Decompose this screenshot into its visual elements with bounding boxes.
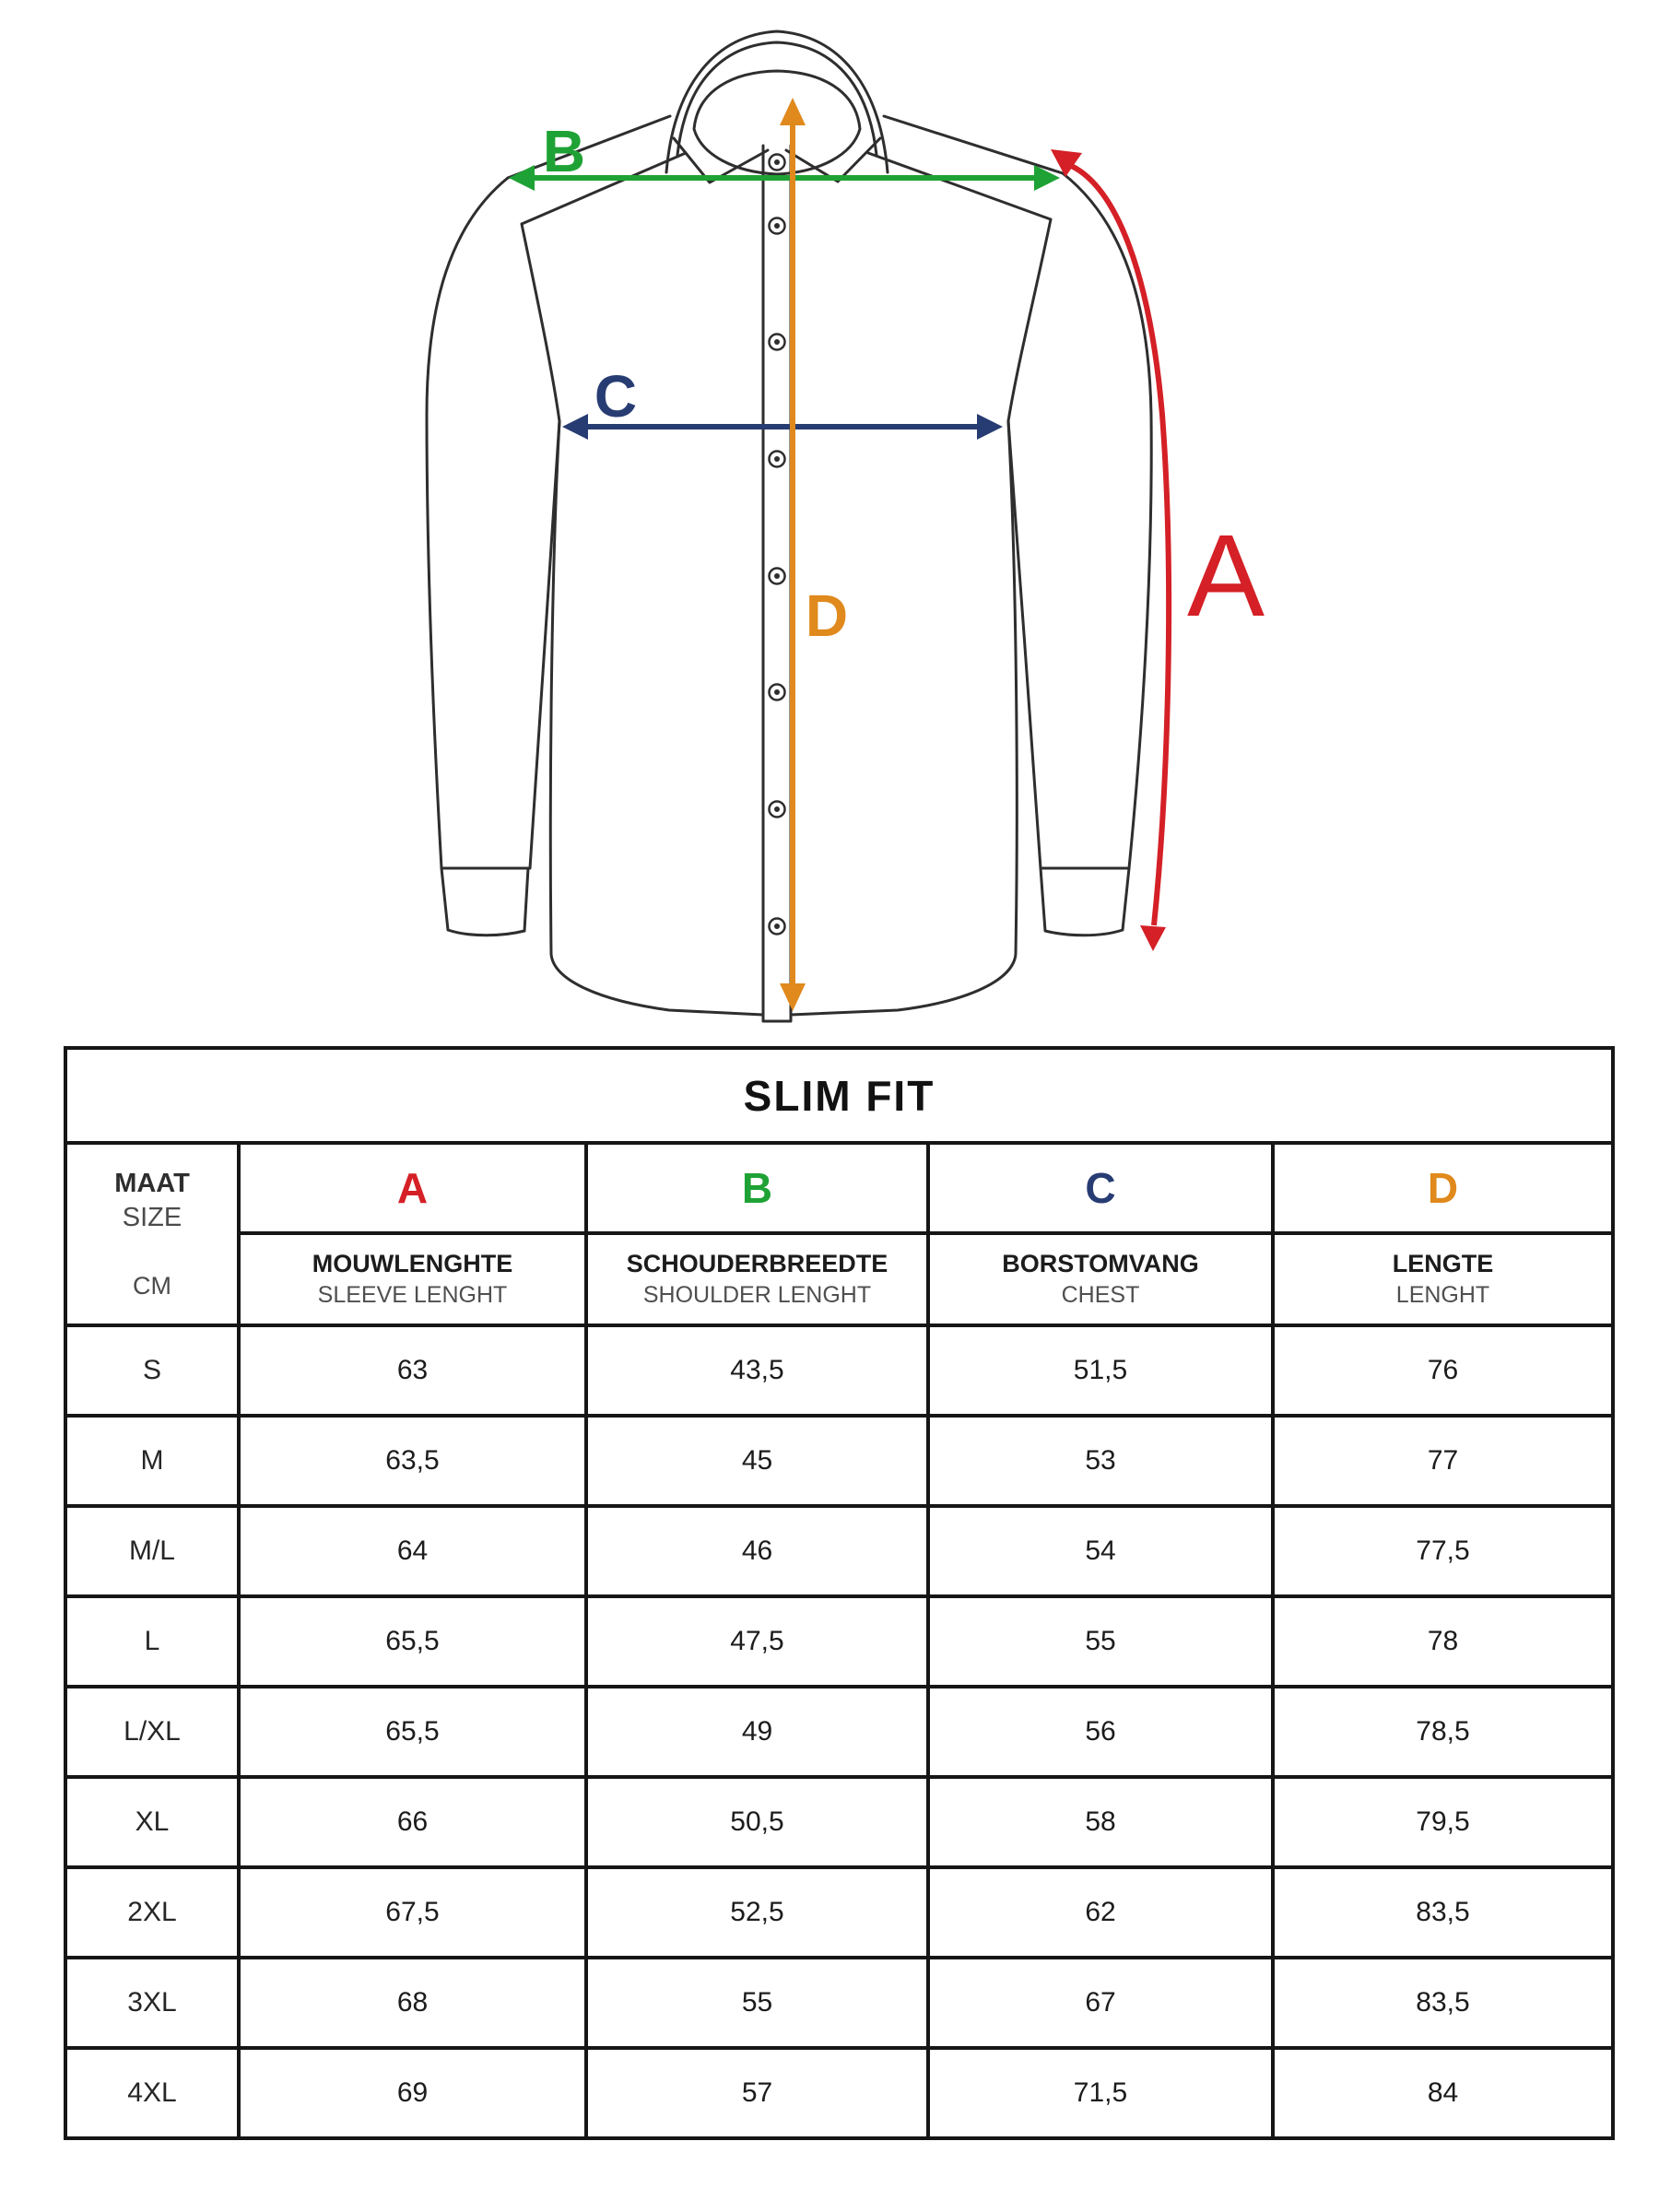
size-header-en: SIZE — [122, 1202, 182, 1232]
value-cell: 57 — [586, 2048, 928, 2138]
table-row — [65, 1416, 1613, 1506]
column-letter-C: C — [928, 1143, 1273, 1233]
measure-letter-D: D — [805, 582, 849, 649]
value-cell: 54 — [928, 1506, 1273, 1596]
measure-letter-B: B — [542, 118, 586, 184]
value-cell: 47,5 — [586, 1596, 928, 1687]
body-right — [791, 421, 1017, 1015]
body-left — [550, 421, 763, 1015]
size-cell: M/L — [65, 1506, 239, 1596]
sleeve-right-inner — [1008, 421, 1041, 868]
table-title: SLIM FIT — [65, 1048, 1613, 1143]
column-letter-D: D — [1273, 1143, 1613, 1233]
shirt-button — [770, 569, 785, 584]
shirt-button — [770, 452, 785, 467]
arrowhead-bottom-icon — [1140, 925, 1166, 951]
value-cell: 58 — [928, 1777, 1273, 1867]
size-column-header — [65, 1143, 239, 1325]
shoulder-width-arrow-B — [509, 118, 1060, 191]
arrowhead-right-icon — [977, 414, 1003, 440]
size-cell: 2XL — [65, 1867, 239, 1958]
value-cell: 45 — [586, 1416, 928, 1506]
table-row — [65, 1867, 1613, 1958]
cuff-left — [441, 868, 528, 935]
shirt-button — [770, 802, 785, 818]
armhole-left — [522, 224, 559, 421]
value-cell: 83,5 — [1273, 1958, 1613, 2048]
size-cell: M — [65, 1416, 239, 1506]
value-cell: 56 — [928, 1687, 1273, 1777]
size-header-unit: CM — [133, 1271, 171, 1300]
arrowhead-left-icon — [562, 414, 588, 440]
value-cell: 83,5 — [1273, 1867, 1613, 1958]
size-cell: XL — [65, 1777, 239, 1867]
sleeve-left-outer — [427, 178, 508, 868]
size-table-section — [64, 1046, 1615, 2140]
value-cell: 51,5 — [928, 1325, 1273, 1416]
column-label-C: BORSTOMVANG CHEST — [928, 1233, 1273, 1325]
cuff-right — [1041, 868, 1129, 935]
shirt-button — [770, 685, 785, 700]
table-row — [65, 1687, 1613, 1777]
shirt-button — [770, 335, 785, 350]
value-cell: 52,5 — [586, 1867, 928, 1958]
length-arrow-D — [780, 98, 848, 1011]
size-table — [64, 1046, 1615, 2140]
value-cell: 53 — [928, 1416, 1273, 1506]
value-cell: 63,5 — [239, 1416, 586, 1506]
table-row — [65, 1596, 1613, 1687]
size-cell: S — [65, 1325, 239, 1416]
value-cell: 68 — [239, 1958, 586, 2048]
value-cell: 78 — [1273, 1596, 1613, 1687]
shirt-measurement-diagram — [0, 0, 1659, 1046]
arrowhead-left-icon — [509, 165, 535, 191]
table-row — [65, 2048, 1613, 2138]
arrowhead-top-icon — [780, 98, 806, 125]
column-label-D: LENGTE LENGHT — [1273, 1233, 1613, 1325]
value-cell: 78,5 — [1273, 1687, 1613, 1777]
value-cell: 46 — [586, 1506, 928, 1596]
measure-letter-A: A — [1186, 511, 1265, 641]
table-row — [65, 1958, 1613, 2048]
value-cell: 77 — [1273, 1416, 1613, 1506]
shirt-button — [770, 155, 785, 171]
table-row — [65, 1325, 1613, 1416]
column-label-B: SCHOUDERBREEDTE SHOULDER LENGHT — [586, 1233, 928, 1325]
value-cell: 67,5 — [239, 1867, 586, 1958]
size-cell: L — [65, 1596, 239, 1687]
value-cell: 49 — [586, 1687, 928, 1777]
value-cell: 66 — [239, 1777, 586, 1867]
table-row — [65, 1777, 1613, 1867]
arrowhead-bottom-icon — [780, 983, 806, 1011]
size-cell: 3XL — [65, 1958, 239, 2048]
yoke-right — [868, 153, 1051, 219]
value-cell: 63 — [239, 1325, 586, 1416]
size-header-nl: MAAT — [114, 1168, 190, 1198]
value-cell: 50,5 — [586, 1777, 928, 1867]
size-cell: 4XL — [65, 2048, 239, 2138]
value-cell: 65,5 — [239, 1687, 586, 1777]
value-cell: 64 — [239, 1506, 586, 1596]
value-cell: 65,5 — [239, 1596, 586, 1687]
measure-letter-C: C — [594, 363, 638, 429]
column-label-A: MOUWLENGHTE SLEEVE LENGHT — [239, 1233, 586, 1325]
value-cell: 71,5 — [928, 2048, 1273, 2138]
size-cell: L/XL — [65, 1687, 239, 1777]
value-cell: 84 — [1273, 2048, 1613, 2138]
value-cell: 77,5 — [1273, 1506, 1613, 1596]
column-letter-A: A — [239, 1143, 586, 1233]
arrowhead-top-icon — [1051, 149, 1082, 177]
shoulder-right — [884, 116, 1063, 173]
value-cell: 55 — [928, 1596, 1273, 1687]
armhole-right — [1008, 219, 1051, 421]
shirt-button — [770, 218, 785, 234]
table-row — [65, 1506, 1613, 1596]
value-cell: 69 — [239, 2048, 586, 2138]
chest-arrow-C — [562, 363, 1003, 440]
value-cell: 55 — [586, 1958, 928, 2048]
value-cell: 76 — [1273, 1325, 1613, 1416]
value-cell: 62 — [928, 1867, 1273, 1958]
collar-outer — [666, 31, 888, 172]
shirt-button — [770, 919, 785, 935]
value-cell: 43,5 — [586, 1325, 928, 1416]
sleeve-length-arrow-A — [1051, 149, 1265, 951]
value-cell: 79,5 — [1273, 1777, 1613, 1867]
value-cell: 67 — [928, 1958, 1273, 2048]
column-letter-B: B — [586, 1143, 928, 1233]
